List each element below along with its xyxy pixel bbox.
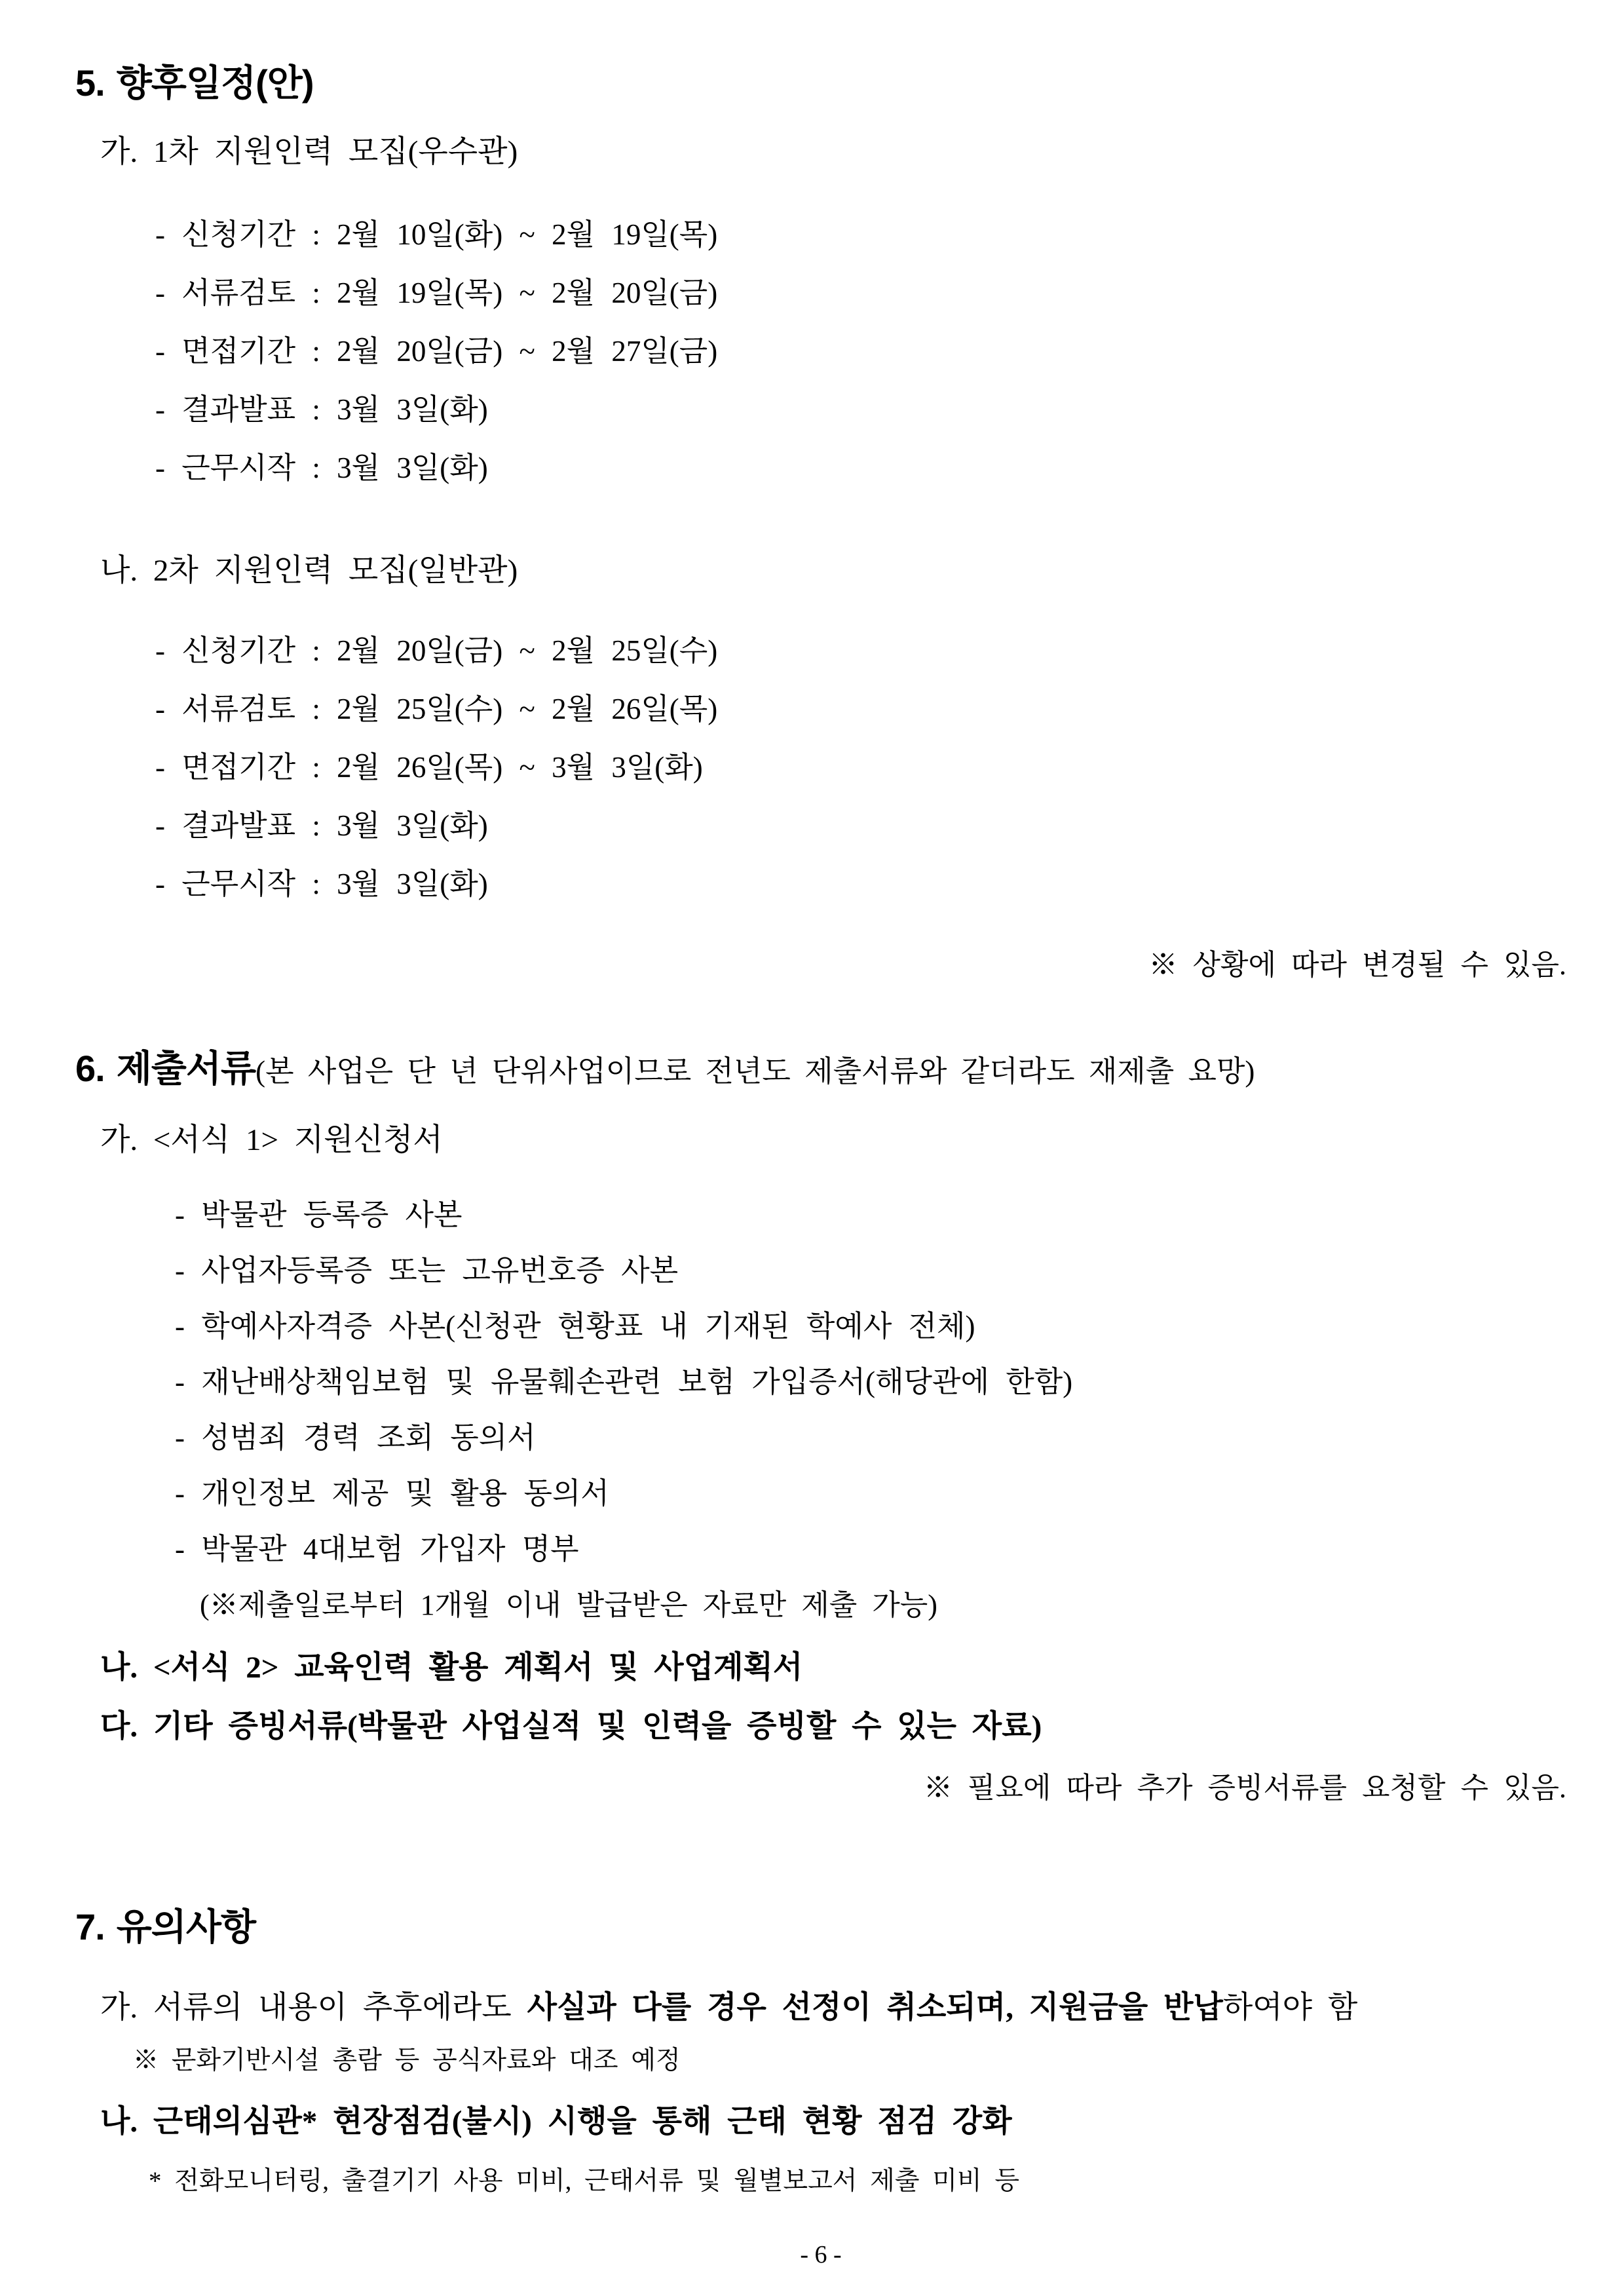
page-number: - 6 -: [800, 2241, 842, 2268]
caution-ga-prefix: 가. 서류의 내용이 추후에라도: [100, 1991, 527, 2025]
schedule-item: - 결과발표 : 3월 3일(화): [155, 393, 488, 426]
section6-number: 6.: [75, 1048, 105, 1089]
document-item: - 박물관 4대보험 가입자 명부: [175, 1533, 579, 1565]
caution-na-subnote: * 전화모니터링, 출결기기 사용 미비, 근태서류 및 월별보고서 제출 미비 등: [149, 2167, 1020, 2195]
schedule-item: - 근무시작 : 3월 3일(화): [155, 868, 488, 900]
other-evidence-label: 다. 기타 증빙서류(박물관 사업실적 및 인력을 증빙할 수 있는 자료): [100, 1710, 1042, 1744]
section5-number: 5.: [75, 62, 105, 104]
document-item: - 학예사자격증 사본(신청관 현황표 내 기재된 학예사 전체): [175, 1310, 975, 1343]
schedule-group-1-items: [75, 206, 1566, 497]
schedule-item: - 신청기간 : 2월 20일(금) ~ 2월 25일(수): [155, 634, 718, 667]
document-item: - 성범죄 경력 조회 동의서: [175, 1421, 536, 1454]
section7-heading: [75, 1904, 1566, 1950]
caution-ga-line: [100, 1988, 1566, 2027]
schedule-item: - 결과발표 : 3월 3일(화): [155, 809, 488, 842]
caution-ga-subnote: ※ 문화기반시설 총람 등 공식자료와 대조 예정: [133, 2046, 681, 2075]
additional-evidence-note: ※ 필요에 따라 추가 증빙서류를 요청할 수 있음.: [923, 1772, 1566, 1804]
caution-na-line: 나. 근태의심관* 현장점검(불시) 시행을 통해 근태 현황 점검 강화: [100, 2105, 1012, 2139]
form1-issue-date-note: (※제출일로부터 1개월 이내 발급받은 자료만 제출 가능): [200, 1589, 937, 1621]
form2-label: 나. <서식 2> 교육인력 활용 계획서 및 사업계획서: [100, 1651, 803, 1685]
schedule-item: - 근무시작 : 3월 3일(화): [155, 451, 488, 484]
document-item: - 개인정보 제공 및 활용 동의서: [175, 1477, 609, 1510]
section5-heading: [75, 60, 1566, 106]
schedule-change-note: ※ 상황에 따라 변경될 수 있음.: [1148, 949, 1566, 981]
schedule-item: - 면접기간 : 2월 26일(목) ~ 3월 3일(화): [155, 751, 703, 784]
document-item: - 박물관 등록증 사본: [175, 1198, 463, 1231]
section-cautions: [75, 1904, 1566, 2198]
section-future-schedule: [75, 60, 1566, 1046]
section5-title: 향후일정(안): [116, 62, 314, 104]
caution-ga-bold-text: 사실과 다를 경우 선정이 취소되며, 지원금을 반납: [527, 1991, 1223, 2025]
schedule-item: - 신청기간 : 2월 10일(화) ~ 2월 19일(목): [155, 218, 718, 251]
section7-title: 유의사항: [116, 1906, 256, 1947]
section6-title: 제출서류: [116, 1048, 256, 1089]
document-item: - 사업자등록증 또는 고유번호증 사본: [175, 1254, 679, 1287]
form1-document-list: [75, 1187, 1566, 1577]
section6-title-paren: (본 사업은 단 년 단위사업이므로 전년도 제출서류와 같더라도 재제출 요망): [255, 1055, 1255, 1088]
schedule-item: - 서류검토 : 2월 25일(수) ~ 2월 26일(목): [155, 693, 718, 725]
section6-heading: [75, 1046, 1566, 1094]
section7-number: 7.: [75, 1906, 105, 1947]
document-item: - 재난배상책임보험 및 유물훼손관련 보험 가입증서(해당관에 한함): [175, 1366, 1073, 1398]
schedule-group-2-items: [75, 622, 1566, 913]
schedule-group-1-label: 가. 1차 지원인력 모집(우수관): [100, 135, 518, 169]
schedule-item: - 면접기간 : 2월 20일(금) ~ 2월 27일(금): [155, 335, 718, 368]
form1-label: 가. <서식 1> 지원신청서: [100, 1123, 443, 1157]
section-submission-documents: [75, 1046, 1566, 1904]
caution-ga-suffix: 하여야 함: [1222, 1991, 1358, 2025]
schedule-group-2-label: 나. 2차 지원인력 모집(일반관): [100, 554, 518, 588]
schedule-item: - 서류검토 : 2월 19일(목) ~ 2월 20일(금): [155, 277, 718, 309]
